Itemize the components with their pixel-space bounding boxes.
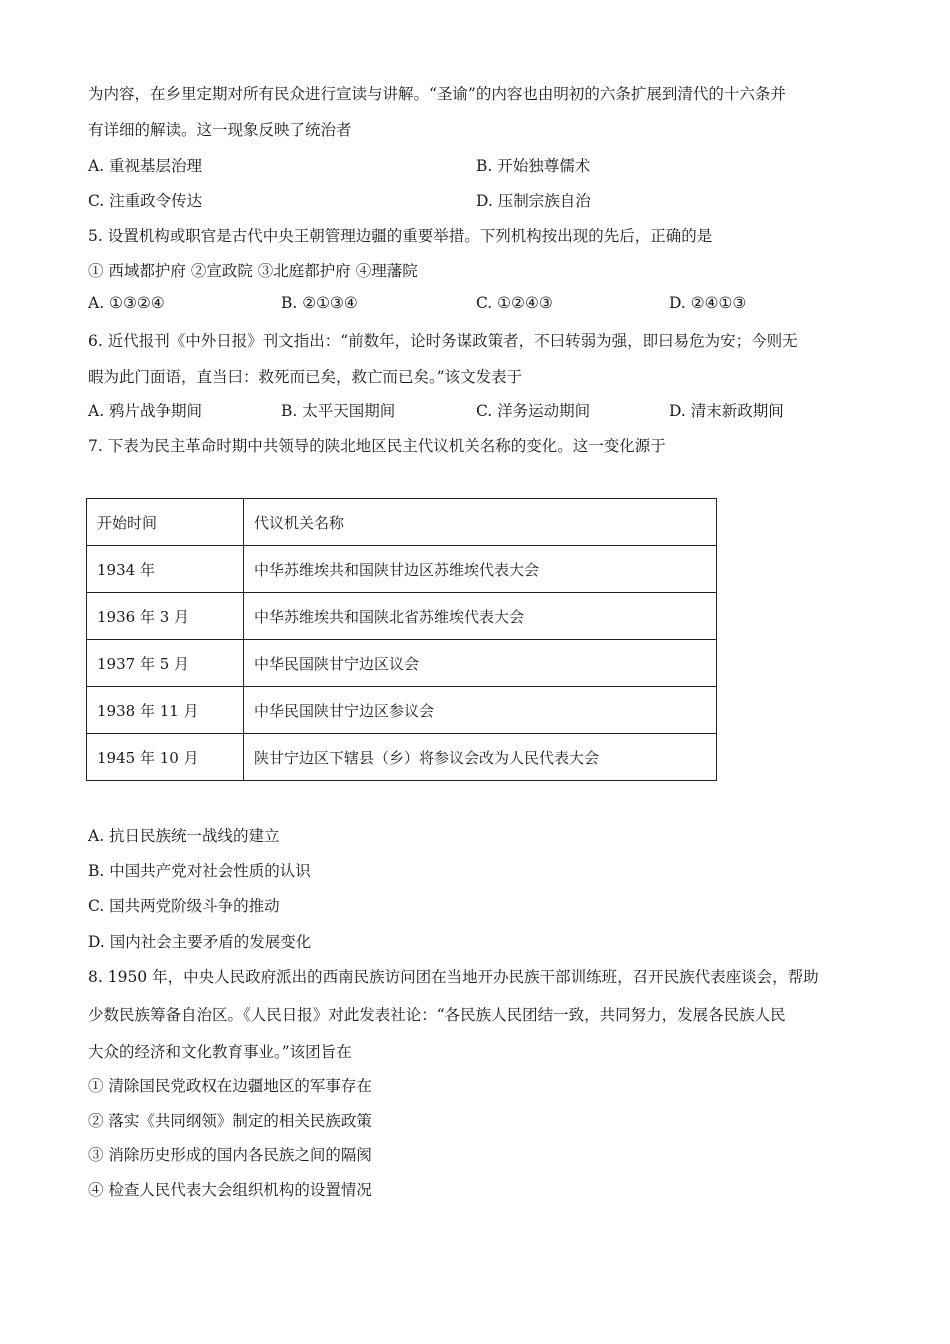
table-row: [87, 593, 717, 640]
q5-option-a[interactable]: A. ①③②④: [88, 294, 165, 312]
table-header-row: [87, 499, 717, 546]
table-cell-time: 1938 年 11 月: [87, 687, 244, 734]
table-row: [87, 687, 717, 734]
q8-item-2: ② 落实《共同纲领》制定的相关民族政策: [88, 1112, 372, 1130]
q4-option-c[interactable]: C. 注重政令传达: [88, 192, 203, 210]
q8-stem-line1: 8. 1950 年，中央人民政府派出的西南民族访问团在当地开办民族干部训练班，召开民族代表座谈会，帮助: [88, 968, 819, 986]
q4-stem-line2: 有详细的解读。这一现象反映了统治者: [88, 121, 352, 139]
q8-item-3: ③ 消除历史形成的国内各民族之间的隔阂: [88, 1146, 372, 1164]
q8-item-1: ① 清除国民党政权在边疆地区的军事存在: [88, 1077, 372, 1095]
q4-stem-line1: 为内容，在乡里定期对所有民众进行宣读与讲解。“圣谕”的内容也由明初的六条扩展到清代的十六条并: [88, 85, 786, 103]
q5-stem: 5. 设置机构或职官是古代中央王朝管理边疆的重要举措。下列机构按出现的先后，正确的是: [88, 227, 713, 245]
table-row: [87, 546, 717, 593]
q6-option-a[interactable]: A. 鸦片战争期间: [88, 402, 203, 420]
table-cell-time: 1945 年 10 月: [87, 734, 244, 781]
q4-option-d[interactable]: D. 压制宗族自治: [476, 192, 591, 210]
q4-option-a[interactable]: A. 重视基层治理: [88, 157, 203, 175]
table-cell-time: 1934 年: [87, 546, 244, 593]
table-cell-name: 中华民国陕甘宁边区议会: [244, 640, 717, 687]
q8-stem-line2: 少数民族筹备自治区。《人民日报》对此发表社论：“各民族人民团结一致，共同努力，发展各民族人民: [88, 1006, 786, 1024]
q7-option-a[interactable]: A. 抗日民族统一战线的建立: [88, 827, 280, 845]
q5-option-d[interactable]: D. ②④①③: [669, 294, 747, 312]
table-cell-name: 中华苏维埃共和国陕甘边区苏维埃代表大会: [244, 546, 717, 593]
q6-option-d[interactable]: D. 清末新政期间: [669, 402, 784, 420]
table-cell-name: 中华民国陕甘宁边区参议会: [244, 687, 717, 734]
q5-items: ① 西域都护府 ②宣政院 ③北庭都护府 ④理藩院: [88, 262, 418, 280]
q7-option-d[interactable]: D. 国内社会主要矛盾的发展变化: [88, 933, 312, 951]
q6-stem-line2: 暇为此门面语，直当曰：救死而已矣，救亡而已矣。”该文发表于: [88, 368, 523, 386]
q7-option-b[interactable]: B. 中国共产党对社会性质的认识: [88, 862, 311, 880]
q5-option-c[interactable]: C. ①②④③: [476, 294, 553, 312]
q7-table: [86, 498, 717, 781]
q6-stem-line1: 6. 近代报刊《中外日报》刊文指出：“前数年，论时务谋政策者，不曰转弱为强，即曰易危为安；今则无: [88, 332, 798, 350]
table-cell-time: 1936 年 3 月: [87, 593, 244, 640]
table-header-time: 开始时间: [87, 499, 244, 546]
q7-option-c[interactable]: C. 国共两党阶级斗争的推动: [88, 897, 280, 915]
q8-item-4: ④ 检查人民代表大会组织机构的设置情况: [88, 1181, 372, 1199]
q5-option-b[interactable]: B. ②①③④: [281, 294, 358, 312]
q6-option-b[interactable]: B. 太平天国期间: [281, 402, 396, 420]
table-row: [87, 640, 717, 687]
table-cell-name: 中华苏维埃共和国陕北省苏维埃代表大会: [244, 593, 717, 640]
table-cell-time: 1937 年 5 月: [87, 640, 244, 687]
table-row: [87, 734, 717, 781]
table-cell-name: 陕甘宁边区下辖县（乡）将参议会改为人民代表大会: [244, 734, 717, 781]
q4-option-b[interactable]: B. 开始独尊儒术: [476, 157, 591, 175]
q6-option-c[interactable]: C. 洋务运动期间: [476, 402, 591, 420]
q8-stem-line3: 大众的经济和文化教育事业。”该团旨在: [88, 1043, 352, 1061]
table-header-name: 代议机关名称: [244, 499, 717, 546]
q7-stem: 7. 下表为民主革命时期中共领导的陕北地区民主代议机关名称的变化。这一变化源于: [88, 437, 666, 455]
